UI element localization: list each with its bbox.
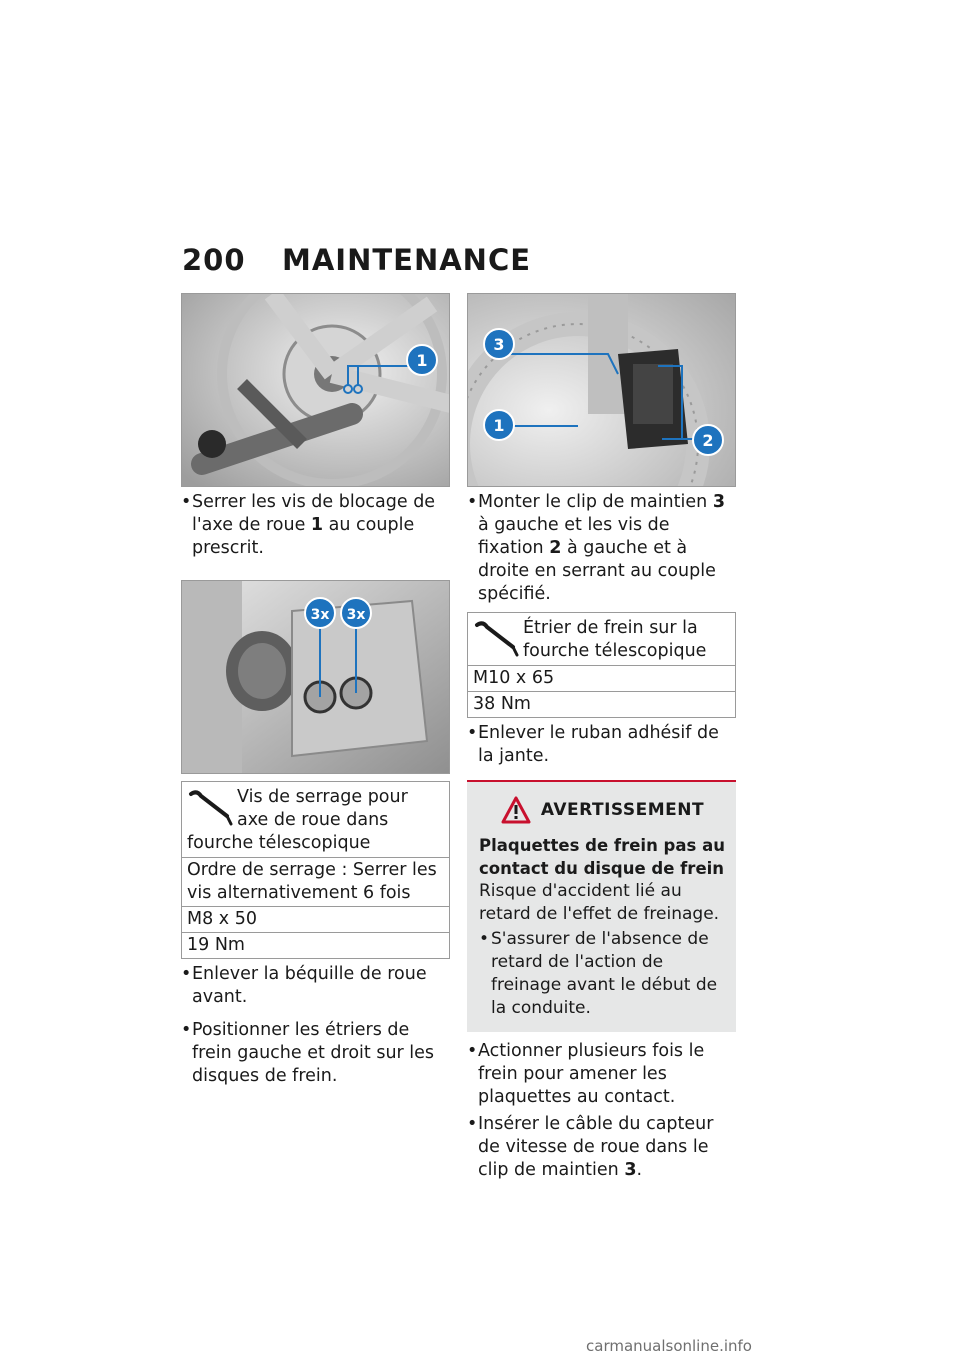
warning-list: [479, 928, 726, 1020]
warning-title: AVERTISSEMENT: [540, 800, 705, 820]
list-item: • S'assurer de l'absence de retard de l'action de freinage avant le début de la conduite.: [479, 928, 726, 1020]
callout-1: 1: [416, 351, 428, 370]
watermark: carmanualsonline.info: [586, 1337, 752, 1355]
callout-2: 2: [702, 431, 714, 450]
warning-subtitle: Plaquettes de frein pas au contact du disque de frein: [479, 836, 725, 878]
warning-text: Risque d'accident lié au retard de l'effet de freinage.: [479, 881, 720, 924]
section-title: MAINTENANCE: [282, 243, 532, 277]
torque-wrench-icon: [187, 786, 235, 826]
warning-header: [479, 796, 726, 824]
callout-3: 3: [493, 335, 505, 354]
wheel-axle-photo: [181, 293, 450, 487]
page-number: 200: [182, 243, 246, 277]
list-item: • Serrer les vis de blocage de l'axe de roue 1 au couple prescrit.: [181, 491, 450, 560]
spec-title: Vis de serrage pour axe de roue dans fourche télescopique: [187, 787, 408, 853]
spec-row: M10 x 65: [468, 665, 735, 691]
callout-3x-a: 3x: [310, 607, 330, 623]
warning-triangle-icon: [501, 796, 531, 824]
steps-list-3: [467, 491, 736, 606]
spec-title: Étrier de frein sur la fourche télescopique: [468, 613, 735, 665]
list-item: • Monter le clip de maintien 3 à gauche et les vis de fixation 2 à gauche et à droite en serrant au couple spécifié.: [467, 491, 736, 606]
torque-wrench-icon: [473, 617, 521, 657]
list-item: • Positionner les étriers de frein gauche et droit sur les disques de frein.: [181, 1019, 450, 1088]
torque-spec-table: [181, 781, 450, 959]
callout-3x-b: 3x: [346, 607, 366, 623]
spec-row: 38 Nm: [468, 691, 735, 717]
caliper-spec-table: [467, 612, 736, 718]
list-item: • Enlever le ruban adhésif de la jante.: [467, 722, 736, 768]
steps-list-1: [181, 491, 450, 560]
spec-row: 19 Nm: [182, 932, 449, 958]
list-item: • Insérer le câble du capteur de vitesse de roue dans le clip de maintien 3.: [467, 1113, 736, 1182]
warning-box: [467, 780, 736, 1032]
page-header: [182, 243, 531, 277]
steps-list-5: [467, 1040, 736, 1182]
spec-row: Ordre de serrage : Serrer les vis alternativement 6 fois: [182, 857, 449, 906]
steps-list-4: [467, 722, 736, 768]
steps-list-2: [181, 963, 450, 1088]
left-column: [181, 293, 450, 1088]
list-item: • Actionner plusieurs fois le frein pour amener les plaquettes au contact.: [467, 1040, 736, 1109]
spec-row: M8 x 50: [182, 906, 449, 932]
callout-1: 1: [493, 416, 505, 435]
list-item: • Enlever la béquille de roue avant.: [181, 963, 450, 1009]
fork-clamp-photo: [181, 580, 450, 774]
right-column: [467, 293, 736, 1182]
brake-caliper-photo: [467, 293, 736, 487]
